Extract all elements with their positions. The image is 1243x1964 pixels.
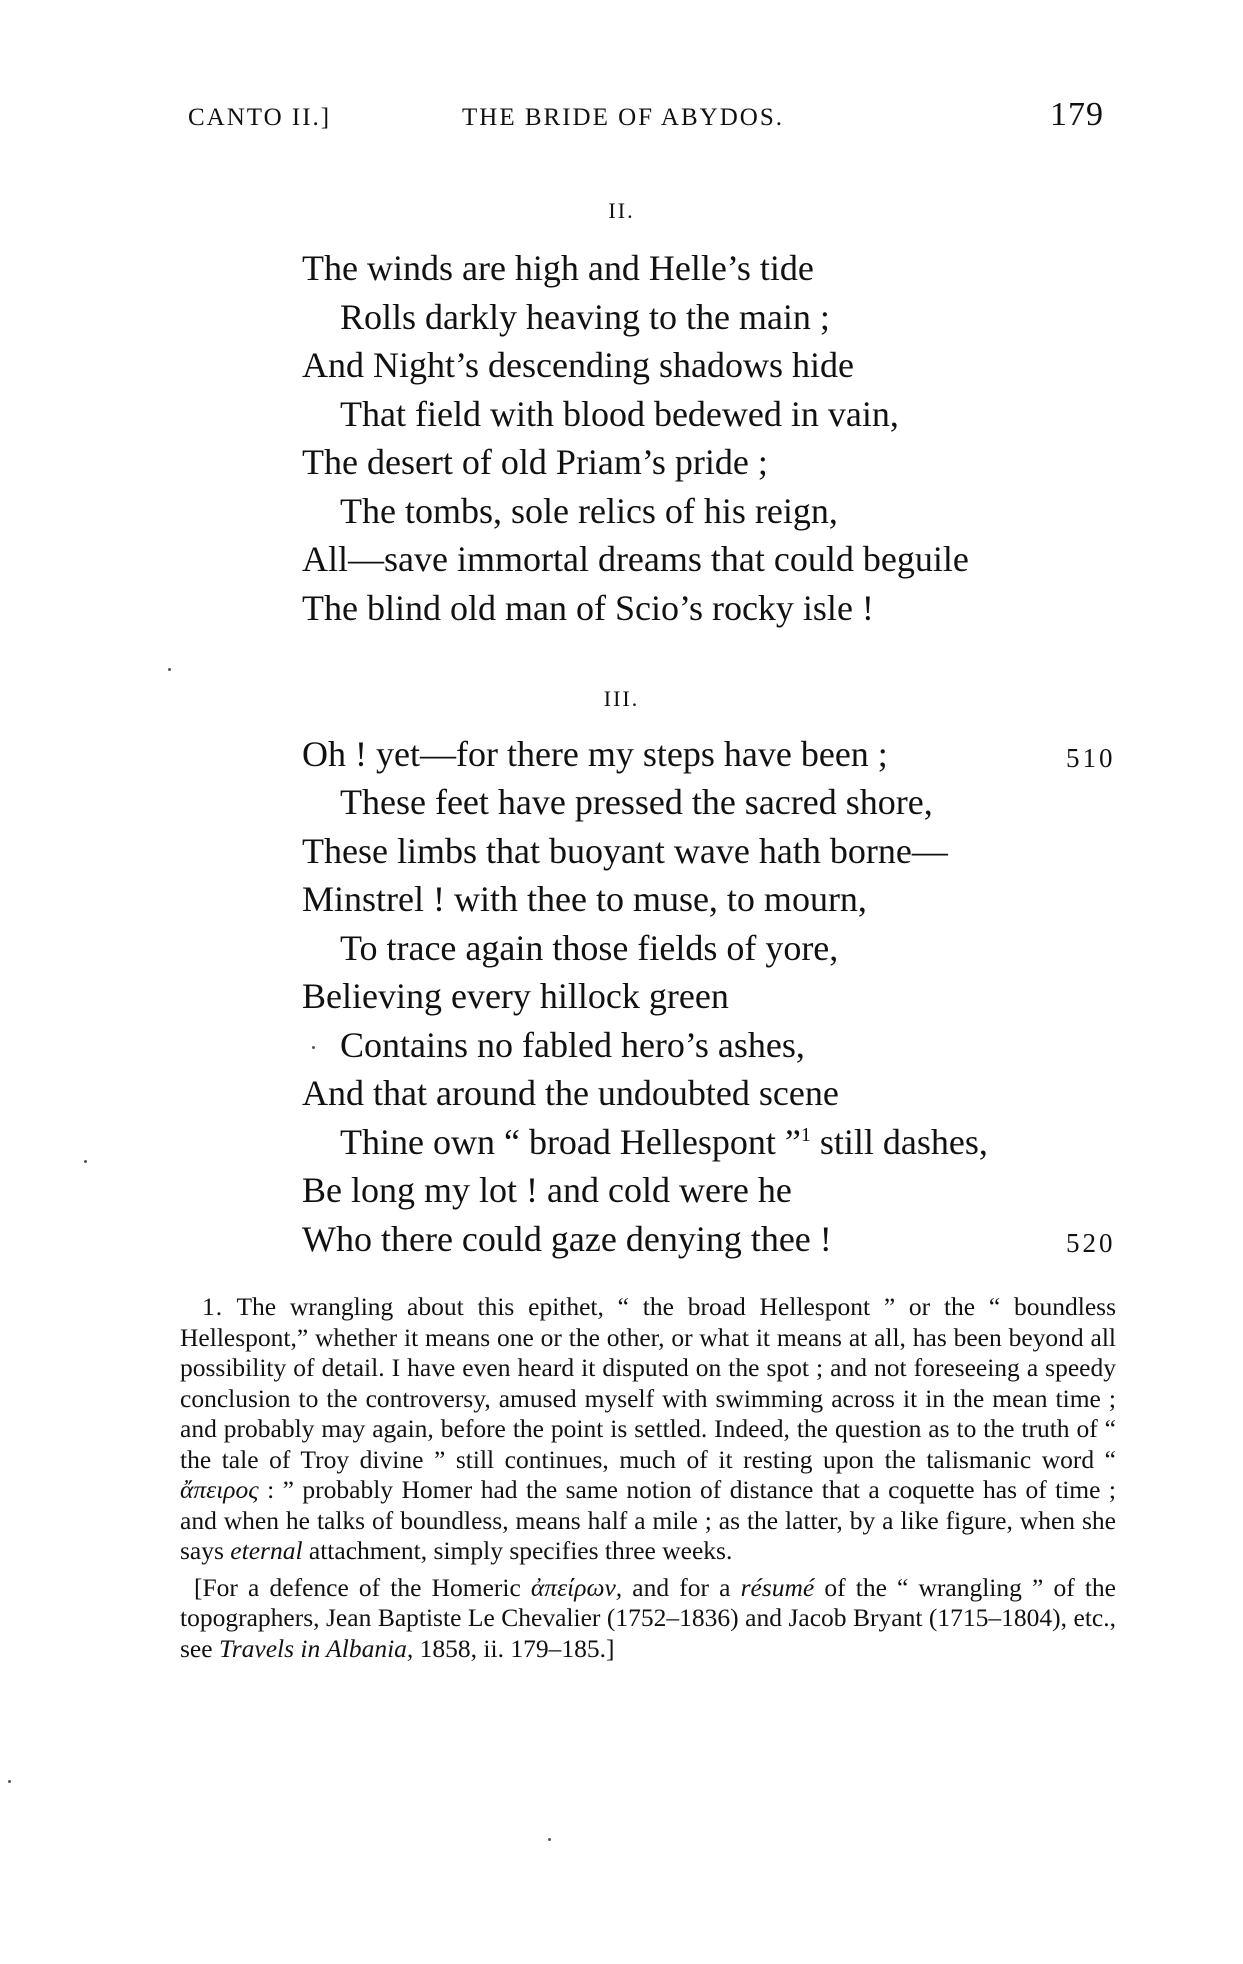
footnote-text: of the “ wrangling ” of the topographers, Jean Baptiste Le Chevalier (1752–1836) and Jacob Bryant (1715–1804), etc., see: [180, 1572, 1117, 1663]
scan-speck: [84, 1160, 87, 1163]
line-number-510: 510: [1066, 743, 1116, 773]
verse-line: The blind old man of Scio’s rocky isle !: [302, 588, 874, 628]
verse-line: Be long my lot ! and cold were he: [302, 1170, 792, 1210]
scan-speck: [168, 668, 171, 671]
italic-word: eternal: [230, 1536, 303, 1565]
verse-line: The tombs, sole relics of his reign,: [340, 491, 838, 531]
verse-line: These limbs that buoyant wave hath borne—: [302, 831, 948, 871]
footnote-text: and for a: [622, 1572, 741, 1602]
verse-line-with-note: [340, 1122, 988, 1162]
verse-line: The winds are high and Helle’s tide: [302, 248, 814, 288]
verse-line: All—save immortal dreams that could beguile: [302, 539, 969, 579]
italic-word: résumé: [740, 1572, 815, 1602]
greek-word: ἀπείρων,: [530, 1572, 623, 1602]
scan-speck: [8, 1780, 11, 1783]
verse-line: Minstrel ! with thee to muse, to mourn,: [302, 879, 867, 919]
footnote-number: 1.: [202, 1292, 224, 1321]
verse-line: Oh ! yet—for there my steps have been ;: [302, 734, 888, 774]
verse-line: That field with blood bedewed in vain,: [340, 394, 899, 434]
verse-line: Rolls darkly heaving to the main ;: [340, 297, 830, 337]
book-title: THE BRIDE OF ABYDOS.: [462, 104, 784, 131]
footnote-paragraph: [180, 1292, 1116, 1567]
footnote: [180, 1292, 1116, 1664]
footnote-text: attachment, simply specifies three weeks.: [302, 1536, 733, 1565]
footnote-text: [For a defence of the Homeric: [194, 1572, 531, 1602]
line-number-520: 520: [1066, 1228, 1116, 1258]
greek-word: ἄπειρος: [180, 1475, 259, 1504]
footnote-reference[interactable]: 1: [800, 1124, 811, 1146]
scan-speck: [548, 1838, 551, 1841]
verse-line: Believing every hillock green: [302, 976, 729, 1016]
verse-line: The desert of old Priam’s pride ;: [302, 442, 768, 482]
verse-line: Who there could gaze denying thee !: [302, 1219, 832, 1259]
canto-label: CANTO II.]: [188, 104, 332, 131]
running-head: [0, 96, 1243, 136]
footnote-text: 1858, ii. 179–185.]: [413, 1633, 615, 1663]
verse-text-tail: still dashes,: [810, 1122, 988, 1162]
book-reference: Travels in Albania,: [218, 1633, 414, 1663]
verse-line: And that around the undoubted scene: [302, 1073, 839, 1113]
verse-line: To trace again those fields of yore,: [340, 928, 839, 968]
stanza-number-ii: II.: [608, 198, 635, 223]
verse-text: Thine own “ broad Hellespont ”: [340, 1122, 801, 1162]
page-number: 179: [1050, 96, 1104, 133]
scan-speck: [312, 1046, 315, 1049]
verse-line: Contains no fabled hero’s ashes,: [340, 1025, 805, 1065]
verse-line: These feet have pressed the sacred shore,: [340, 782, 933, 822]
verse-line: And Night’s descending shadows hide: [302, 345, 854, 385]
stanza-number-iii: III.: [603, 686, 640, 711]
footnote-editorial-paragraph: [180, 1573, 1116, 1665]
footnote-text: The wrangling about this epithet, “ the broad Hellespont ” or the “ boundless Hellespont,” whether it means one or the other, or what it means at all, has been beyond all possibility of detail. I have even heard it disputed on the spot ; and not foreseeing a speedy conclusion to the controversy, amused myself with swimming across it in the mean time ; and probably may again, before the point is settled. Indeed, the question as to the truth of “ the tale of Troy divine ” still continues, much of it resting upon the talismanic word “: [180, 1292, 1116, 1474]
footnote-text: : ” probably Homer had the same notion of distance that a coquette has of time ; and when he talks of boundless, means half a mile ; as the latter, by a like figure, when she says: [180, 1475, 1116, 1565]
